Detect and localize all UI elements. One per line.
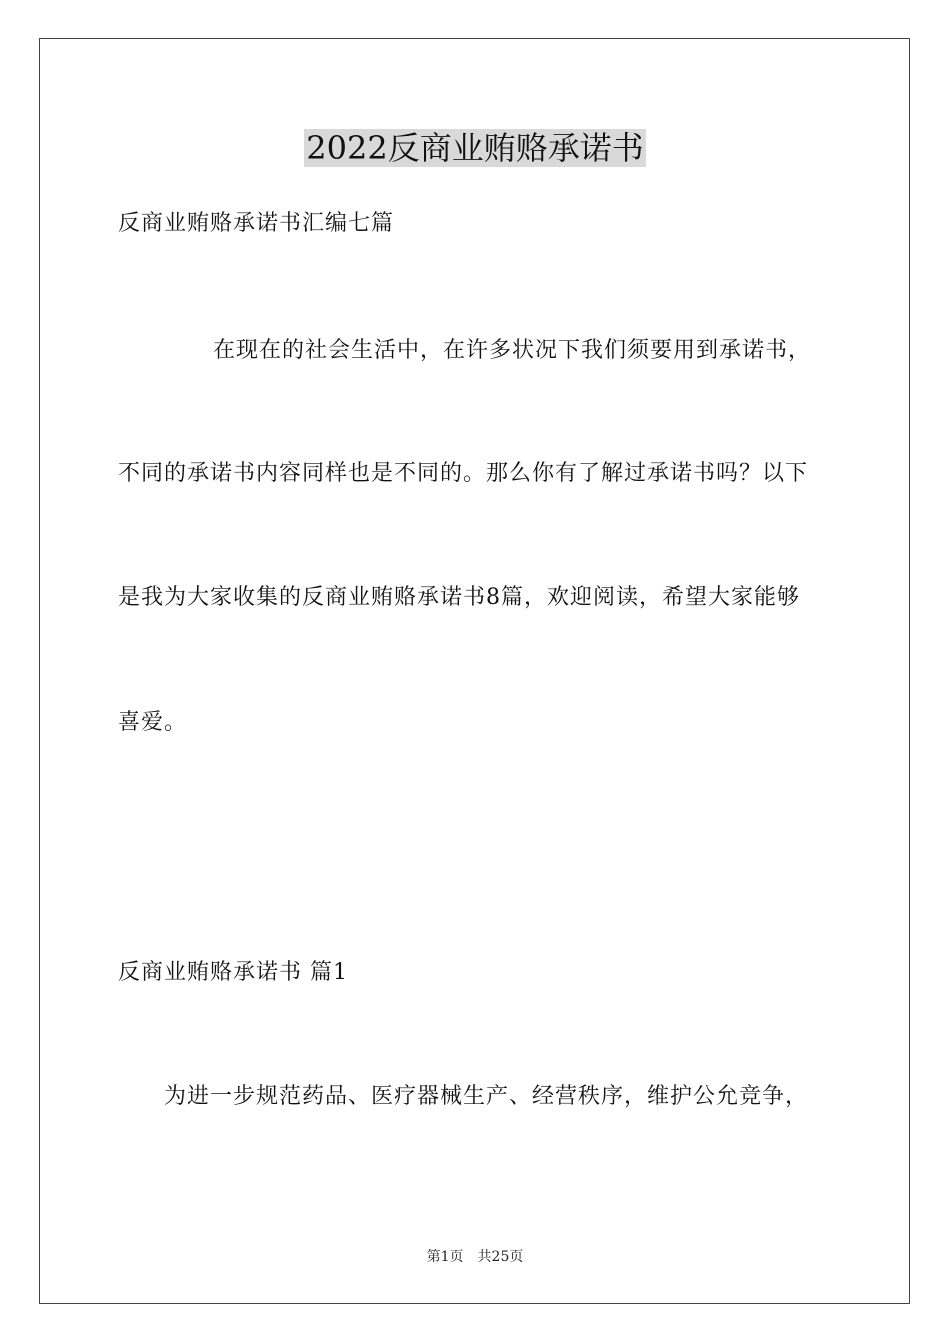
paragraph-line-1: 在现在的社会生活中，在许多状况下我们须要用到承诺书， xyxy=(213,338,812,363)
paragraph-line-2: 不同的承诺书内容同样也是不同的。那么你有了解过承诺书吗？以下 xyxy=(118,461,809,486)
subtitle-line: 反商业贿赂承诺书汇编七篇 xyxy=(118,211,395,236)
section-paragraph-line-1: 为进一步规范药品、医疗器械生产、经营秩序，维护公允竞争， xyxy=(164,1084,809,1109)
document-title-text: 2022反商业贿赂承诺书 xyxy=(306,129,644,167)
page-footer: 第1页 共25页 xyxy=(426,1249,524,1265)
paragraph-line-3: 是我为大家收集的反商业贿赂承诺书8篇，欢迎阅读，希望大家能够 xyxy=(118,585,800,610)
paragraph-line-4: 喜爱。 xyxy=(118,710,188,735)
section-heading: 反商业贿赂承诺书 篇1 xyxy=(118,960,348,985)
document-title xyxy=(0,126,950,170)
